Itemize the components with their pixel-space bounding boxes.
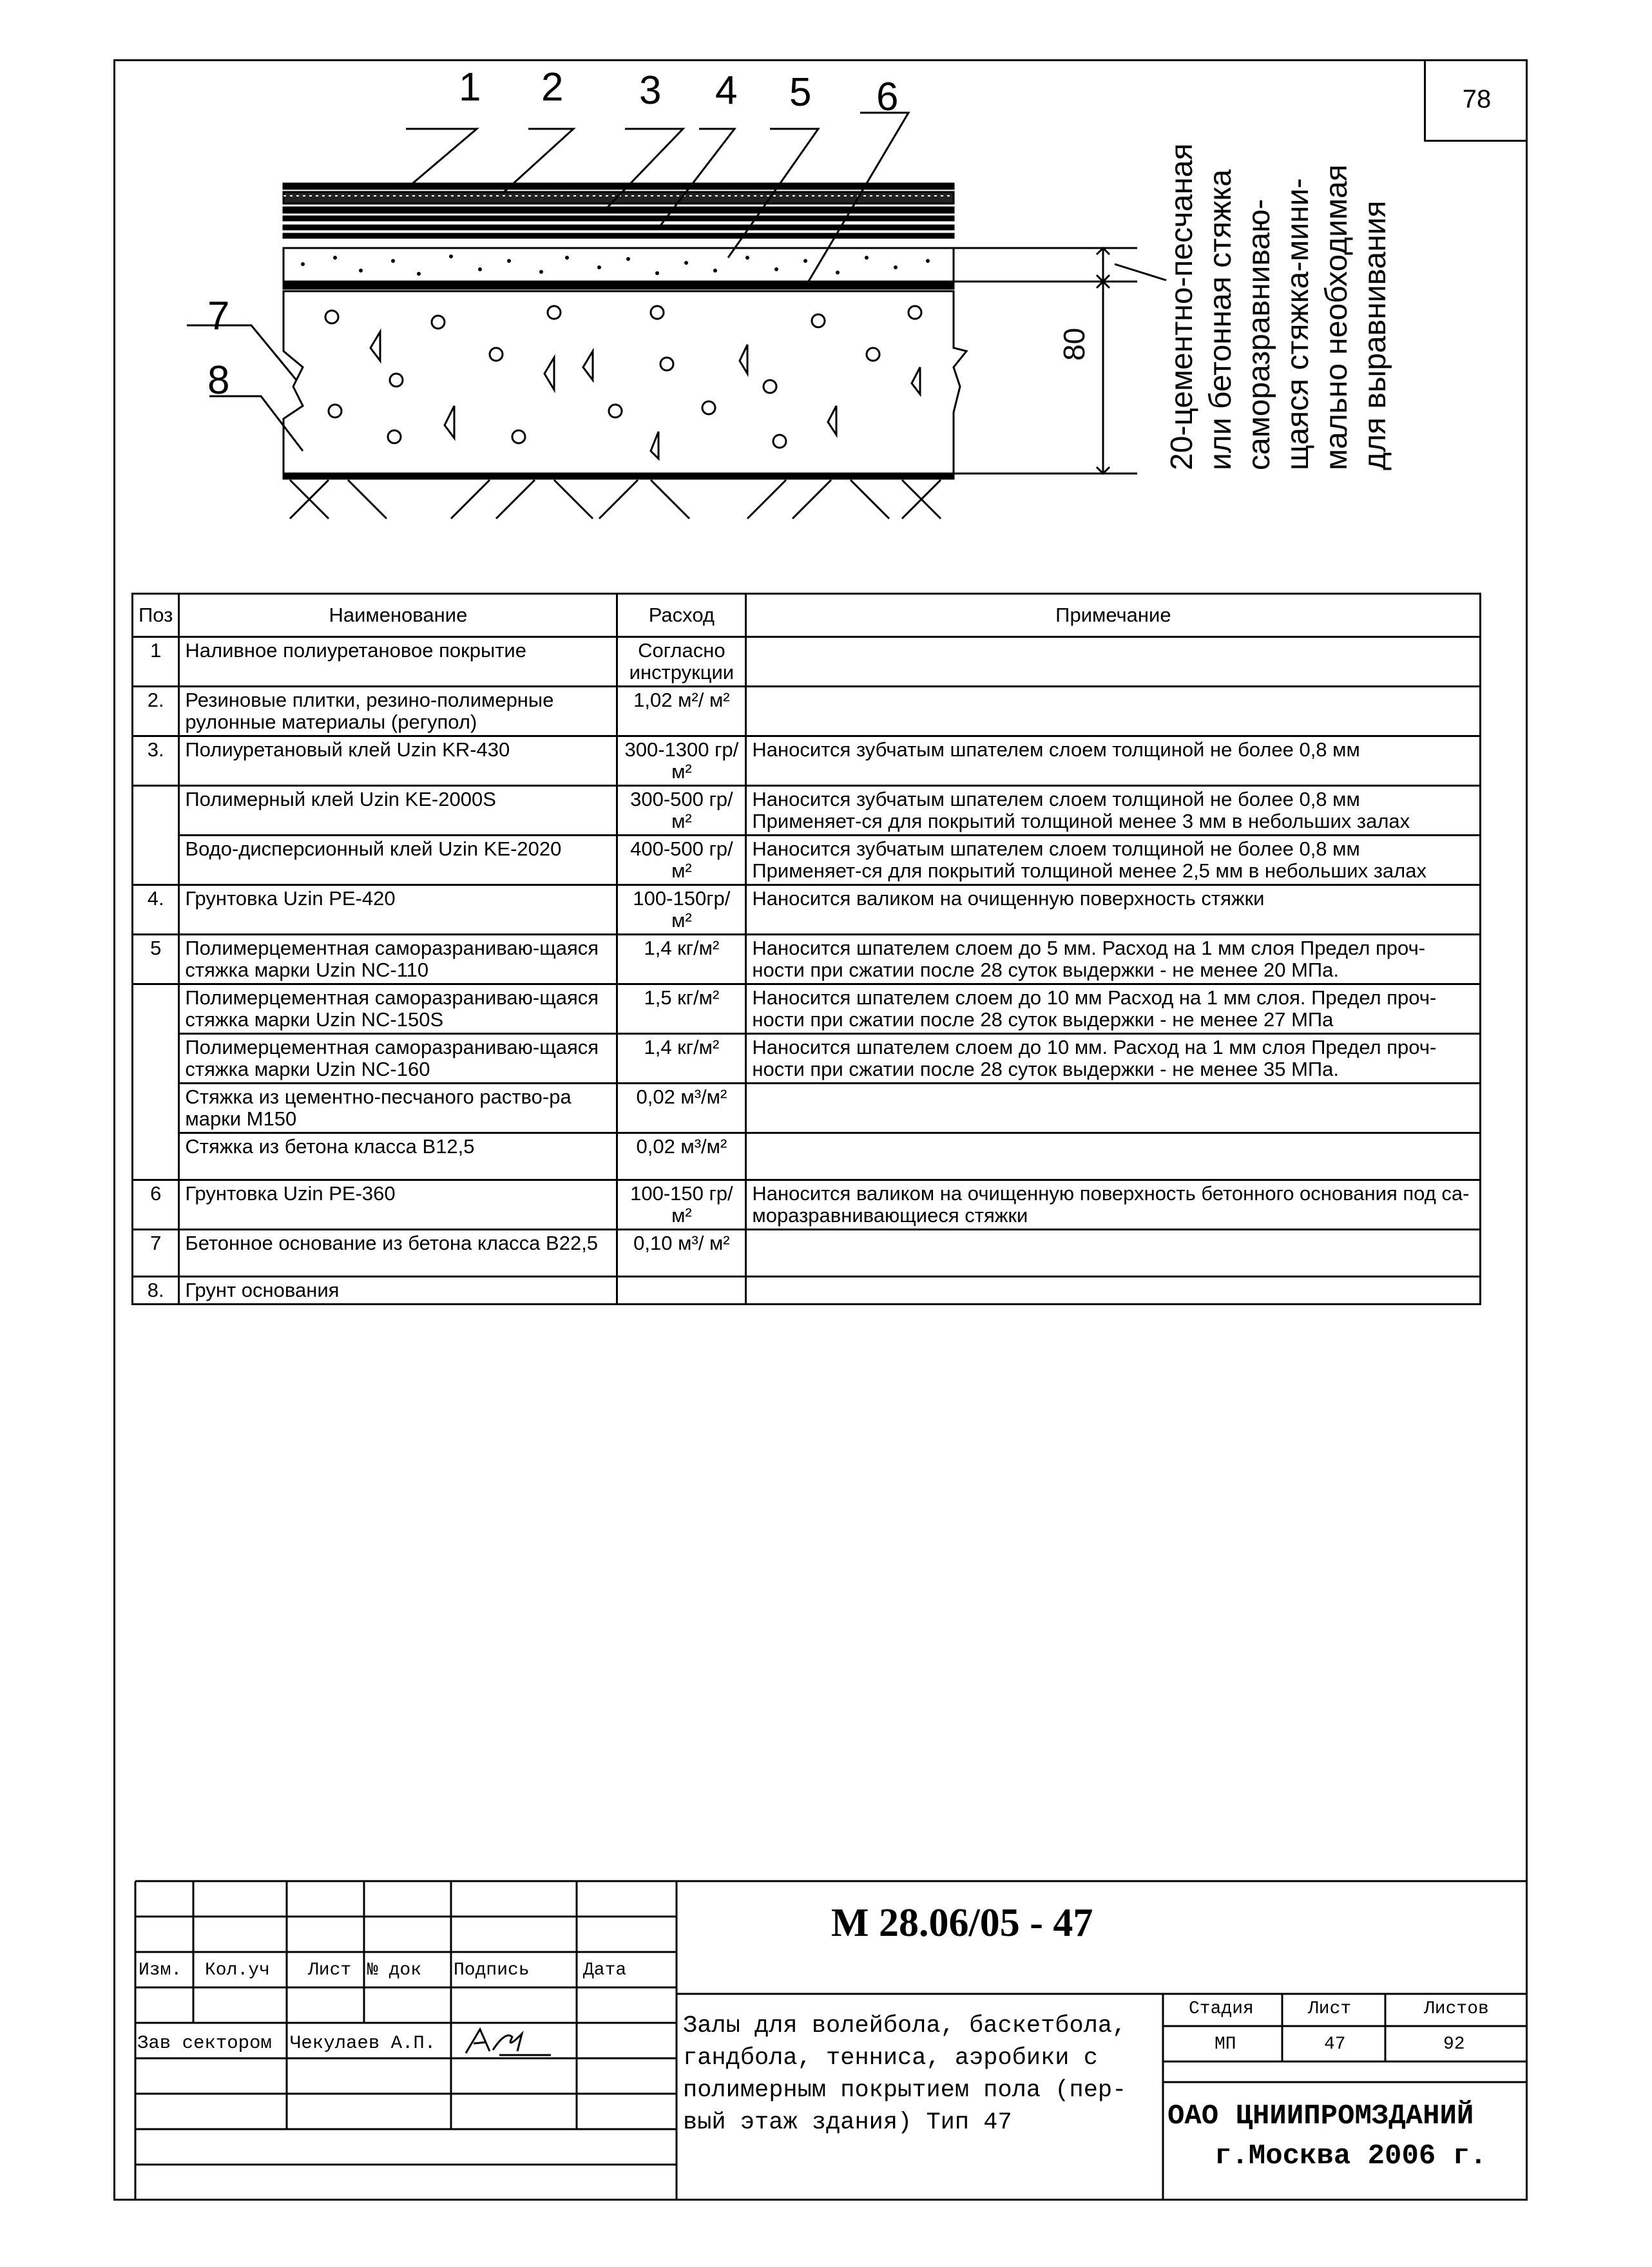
callout-4: 4: [715, 68, 738, 113]
header-name: Наименование: [179, 594, 617, 637]
note-line-3: саморазравниваю-: [1242, 198, 1276, 470]
table-row: 1 Наливное полиуретановое покрытие Согласно инструкции: [133, 637, 1481, 687]
table-row: 3. Полиуретановый клей Uzin KR-430 300-1300 гр/м² Наносится зубчатым шпателем слоем толщиной не более 0,8 мм: [133, 736, 1481, 786]
header-note: Примечание: [746, 594, 1481, 637]
table-row: 2. Резиновые плитки, резино-полимерные рулонные материалы (регупол) 1,02 м²/ м²: [133, 687, 1481, 736]
callout-1: 1: [459, 65, 481, 110]
note-line-5: мально необходимая: [1320, 164, 1354, 470]
stage-value: МП: [1215, 2034, 1236, 2054]
table-row: 6 Грунтовка Uzin PE-360 100-150 гр/м² Наносится валиком на очищенную поверхность бетонного основания под са-моразравнивающиеся стяжки: [133, 1180, 1481, 1230]
header-pos: Поз: [133, 594, 179, 637]
organization-city-year: г.Москва 2006 г.: [1215, 2140, 1487, 2172]
callout-6: 6: [876, 75, 899, 119]
role-head-of-sector: Зав сектором: [137, 2033, 272, 2054]
table-row: 8. Грунт основания: [133, 1277, 1481, 1305]
note-line-6: для выравнивания: [1358, 200, 1392, 470]
table-row: Стяжка из цементно-песчаного раство-ра марки М150 0,02 м³/м²: [133, 1084, 1481, 1133]
callout-7: 7: [207, 294, 230, 338]
table-row: 5 Полимерцементная саморазраниваю-щаяся стяжка марки Uzin NC-110 1,4 кг/м² Наносится шпателем слоем до 5 мм. Расход на 1 мм слоя Предел проч-ности при сжатии после 28 суток выдержки - не менее 20 МПа.: [133, 935, 1481, 984]
label-podpis: Подпись: [454, 1960, 530, 1980]
table-row: 4. Грунтовка Uzin PE-420 100-150гр/м² Наносится валиком на очищенную поверхность стяжки: [133, 885, 1481, 935]
callout-3: 3: [639, 68, 662, 113]
table-row: Стяжка из бетона класса В12,5 0,02 м³/м²: [133, 1133, 1481, 1180]
note-line-1: 20-цементно-песчаная: [1165, 143, 1199, 470]
header-rate: Расход: [617, 594, 746, 637]
sheets-header: Листов: [1424, 1999, 1489, 2019]
note-line-2: или бетонная стяжка: [1204, 169, 1238, 470]
signature: [461, 2024, 557, 2060]
label-ndok: № док: [367, 1960, 422, 1980]
callout-2: 2: [541, 65, 564, 110]
callout-5: 5: [789, 70, 812, 115]
document-designation: М 28.06/05 - 47: [831, 1901, 1093, 1945]
label-data: Дата: [583, 1960, 627, 1980]
table-row: 7 Бетонное основание из бетона класса В22,5 0,10 м³/ м²: [133, 1230, 1481, 1277]
table-row: Полимерцементная саморазраниваю-щаяся стяжка марки Uzin NC-150S 1,5 кг/м² Наносится шпателем слоем до 10 мм Расход на 1 мм слоя. Предел проч-ности при сжатии после 28 суток выдержки - не менее 27 МПа: [133, 984, 1481, 1034]
document-title: Залы для волейбола, баскетбола, гандбола, тенниса, аэробики с полимерным покрытием пола (пер-вый этаж здания) Тип 47: [683, 2013, 1127, 2136]
person-name: Чекулаев А.П.: [290, 2033, 436, 2054]
sheet-header: Лист: [1308, 1999, 1352, 2019]
organization-name: ОАО ЦНИИПРОМЗДАНИЙ: [1167, 2100, 1474, 2132]
sheet-value: 47: [1324, 2034, 1346, 2054]
table-row: Полимерцементная саморазраниваю-щаяся стяжка марки Uzin NC-160 1,4 кг/м² Наносится шпателем слоем до 10 мм. Расход на 1 мм слоя Предел проч-ности при сжатии после 28 суток выдержки - не менее 35 МПа.: [133, 1034, 1481, 1084]
note-line-4: щаяся стяжка-мини-: [1281, 178, 1315, 470]
table-row: Полимерный клей Uzin KE-2000S 300-500 гр/м² Наносится зубчатым шпателем слоем толщиной не более 0,8 мм Применяет-ся для покрытий толщиной менее 3 мм в небольших залах: [133, 786, 1481, 836]
dimension-80: 80: [1057, 327, 1091, 361]
stage-header: Стадия: [1189, 1999, 1254, 2019]
callout-8: 8: [207, 358, 230, 403]
sheet-number: 78: [1424, 59, 1528, 142]
sheets-value: 92: [1443, 2034, 1465, 2054]
label-koluch: Кол.уч: [205, 1960, 270, 1980]
label-izm: Изм.: [139, 1960, 182, 1980]
table-row: Водо-дисперсионный клей Uzin KE-2020 400-500 гр/м² Наносится зубчатым шпателем слоем толщиной не более 0,8 мм Применяет-ся для покрытий толщиной менее 2,5 мм в небольших залах: [133, 836, 1481, 885]
label-list: Лист: [308, 1960, 352, 1980]
